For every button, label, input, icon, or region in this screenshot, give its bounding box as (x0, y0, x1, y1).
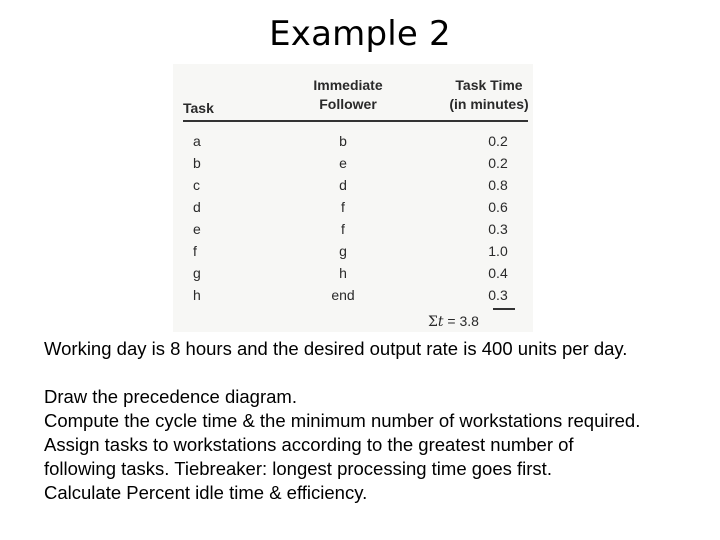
cell-follower: end (331, 287, 355, 303)
spacer (44, 361, 714, 385)
table-row (173, 130, 533, 152)
cell-follower: d (339, 177, 347, 193)
sum-rule (493, 308, 515, 310)
cell-time: 0.4 (488, 265, 508, 281)
cell-task: d (193, 199, 201, 215)
intro-text: Working day is 8 hours and the desired output rate is 400 units per day. (44, 338, 628, 359)
cell-time: 0.3 (488, 221, 508, 237)
header-immediate-follower (283, 76, 413, 114)
cell-follower: h (339, 265, 347, 281)
sum-total (428, 310, 479, 333)
cell-task: b (193, 155, 201, 171)
cell-time: 0.8 (488, 177, 508, 193)
task-table-image (173, 64, 533, 332)
cell-follower: f (341, 199, 345, 215)
header-task: Task (183, 100, 214, 116)
header-time-line1: Task Time (455, 77, 523, 93)
instruction-line: Draw the precedence diagram. (44, 386, 297, 407)
sum-variable: t (437, 314, 444, 330)
sum-value: = 3.8 (443, 313, 479, 329)
table-row (173, 262, 533, 284)
cell-time: 0.3 (488, 287, 508, 303)
instruction-line: following tasks. Tiebreaker: longest processing time goes first. (44, 458, 552, 479)
cell-task: f (193, 243, 197, 259)
cell-time: 0.2 (488, 133, 508, 149)
table-row (173, 284, 533, 306)
header-time-line2: (in minutes) (449, 96, 529, 112)
cell-time: 1.0 (488, 243, 508, 259)
header-follower-line2: Follower (319, 96, 377, 112)
cell-task: g (193, 265, 201, 281)
instruction-line: Calculate Percent idle time & efficiency. (44, 482, 368, 503)
cell-follower: b (339, 133, 347, 149)
header-follower-line1: Immediate (313, 77, 383, 93)
cell-time: 0.2 (488, 155, 508, 171)
slide-title: Example 2 (269, 14, 451, 54)
cell-follower: g (339, 243, 347, 259)
cell-follower: e (339, 155, 347, 171)
cell-time: 0.6 (488, 199, 508, 215)
table-row (173, 240, 533, 262)
problem-statement (44, 337, 714, 505)
table-row (173, 152, 533, 174)
instruction-line: Compute the cycle time & the minimum number of workstations required. (44, 410, 641, 431)
header-task-time (443, 76, 535, 114)
cell-task: c (193, 177, 200, 193)
sum-symbol: Σ (428, 314, 438, 330)
header-rule (183, 120, 528, 122)
cell-task: a (193, 133, 201, 149)
cell-task: e (193, 221, 201, 237)
instruction-line: Assign tasks to workstations according to the greatest number of (44, 434, 574, 455)
table-row (173, 218, 533, 240)
cell-task: h (193, 287, 201, 303)
table-row (173, 196, 533, 218)
table-row (173, 174, 533, 196)
cell-follower: f (341, 221, 345, 237)
